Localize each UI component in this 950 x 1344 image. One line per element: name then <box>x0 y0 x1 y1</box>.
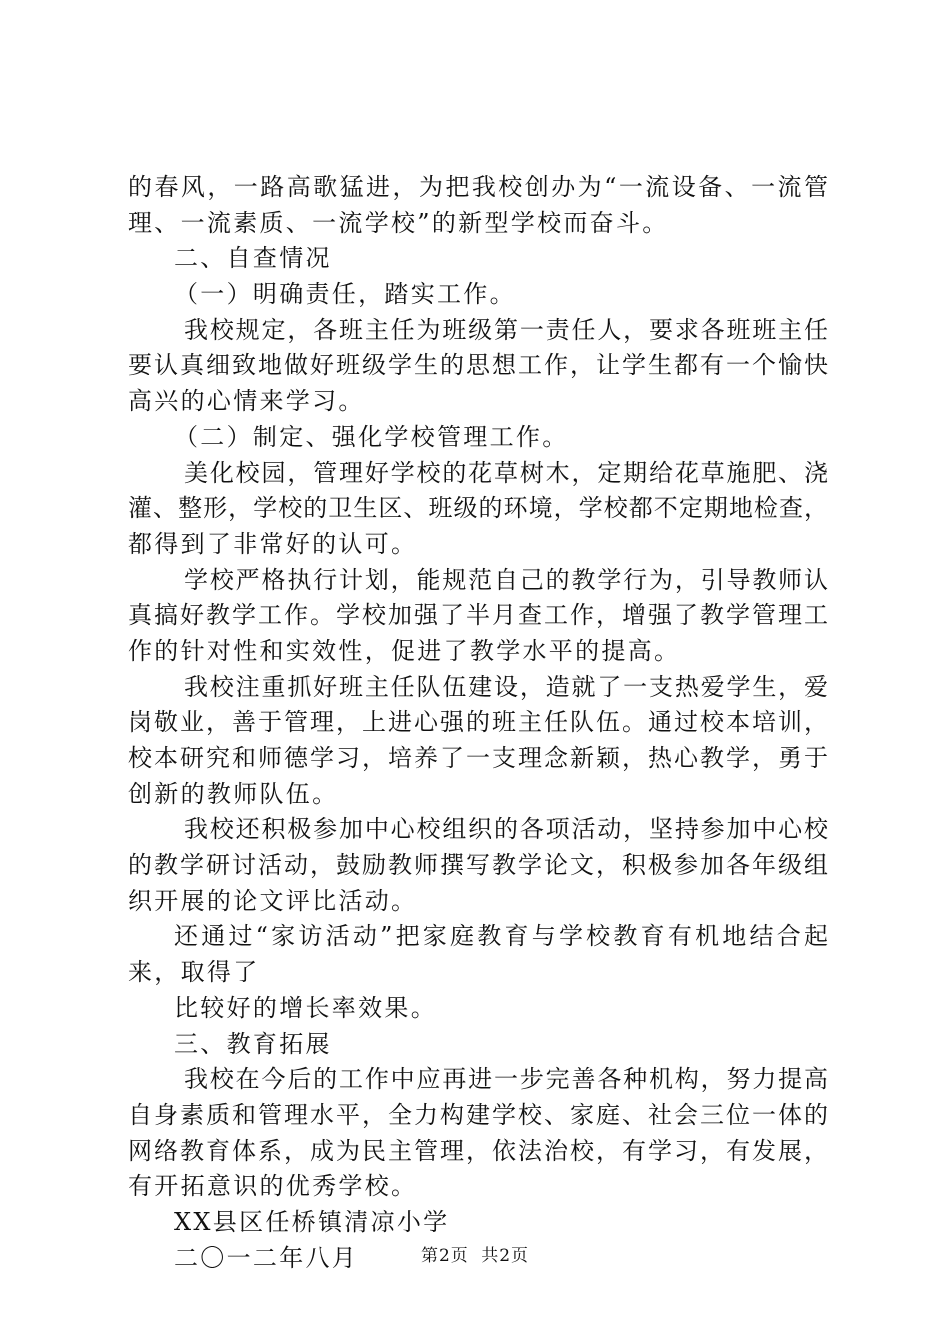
page-total: 共2页 <box>481 1246 530 1266</box>
subsection-heading: （二）制定、强化学校管理工作。 <box>174 422 569 451</box>
paragraph-line: 有开拓意识的优秀学校。 <box>128 1172 418 1201</box>
paragraph-line: 还通过“家访活动”把家庭教育与学校教育有机地结合起 <box>174 922 828 951</box>
signature-school: XX县区任桥镇清凉小学 <box>174 1207 450 1236</box>
paragraph-line: 网络教育体系，成为民主管理，依法治校，有学习，有发展， <box>128 1136 828 1165</box>
paragraph-line: 自身素质和管理水平，全力构建学校、家庭、社会三位一体的 <box>128 1100 828 1129</box>
page-footer <box>0 1241 950 1266</box>
page-number: 第2页 <box>420 1246 469 1266</box>
paragraph-line: 真搞好教学工作。学校加强了半月查工作，增强了教学管理工 <box>128 601 828 630</box>
paragraph-line: 我校注重抓好班主任队伍建设，造就了一支热爱学生，爱 <box>184 672 828 701</box>
paragraph-line: 作的针对性和实效性，促进了教学水平的提高。 <box>128 636 681 665</box>
subsection-heading: （一）明确责任，踏实工作。 <box>174 280 516 309</box>
paragraph-line: 高兴的心情来学习。 <box>128 387 365 416</box>
section-heading: 二、自查情况 <box>174 244 332 273</box>
paragraph-line: 我校规定，各班主任为班级第一责任人，要求各班班主任 <box>184 315 828 344</box>
paragraph-line: 美化校园，管理好学校的花草树木，定期给花草施肥、浇 <box>184 458 828 487</box>
paragraph-line: 学校严格执行计划，能规范自己的教学行为，引导教师认 <box>184 565 828 594</box>
paragraph-line: 的春风，一路高歌猛进，为把我校创办为“一流设备、一流管 <box>128 173 828 201</box>
signature-date: 二〇一二年八月 <box>174 1243 359 1272</box>
paragraph-line: 创新的教师队伍。 <box>128 779 339 808</box>
section-heading: 三、教育拓展 <box>174 1029 332 1058</box>
paragraph-line: 我校还积极参加中心校组织的各项活动，坚持参加中心校 <box>184 815 828 844</box>
paragraph-line: 灌、整形，学校的卫生区、班级的环境，学校都不定期地检查， <box>128 494 828 523</box>
document-body <box>128 170 828 1276</box>
paragraph-line: 校本研究和师德学习，培养了一支理念新颖，热心教学，勇于 <box>128 744 828 772</box>
paragraph-line: 要认真细致地做好班级学生的思想工作，让学生都有一个愉快 <box>128 351 828 380</box>
paragraph-line: 比较好的增长率效果。 <box>174 993 437 1022</box>
paragraph-line: 的教学研讨活动，鼓励教师撰写教学论文，积极参加各年级组 <box>128 851 828 880</box>
paragraph-line: 织开展的论文评比活动。 <box>128 886 418 915</box>
paragraph-line: 理、一流素质、一流学校”的新型学校而奋斗。 <box>128 208 669 237</box>
paragraph-line: 都得到了非常好的认可。 <box>128 529 418 558</box>
paragraph-line: 来，取得了 <box>128 958 260 987</box>
paragraph-line: 岗敬业，善于管理，上进心强的班主任队伍。通过校本培训， <box>128 708 828 737</box>
paragraph-line: 我校在今后的工作中应再进一步完善各种机构，努力提高 <box>184 1065 828 1094</box>
